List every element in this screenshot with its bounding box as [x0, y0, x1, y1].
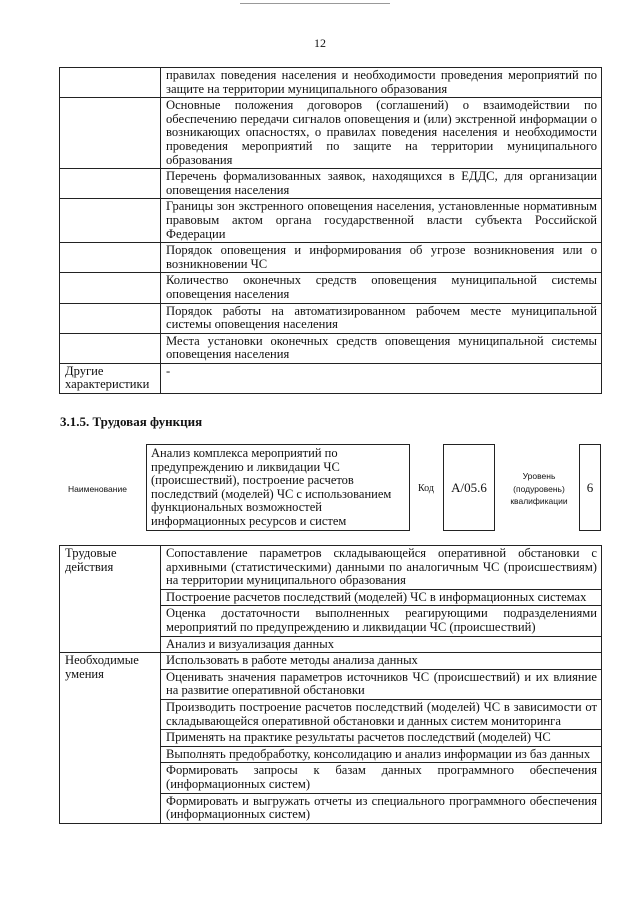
- table-row: [60, 98, 602, 169]
- knowledge-cell: Порядок работы на автоматизированном рабочем месте муниципальной системы оповещения населения: [161, 303, 602, 333]
- table-row: [60, 653, 602, 670]
- table-row: [60, 333, 602, 363]
- table-row: [60, 363, 602, 393]
- labor-action-item: Построение расчетов последствий (моделей) ЧС в информационных системах: [161, 589, 602, 606]
- label-cell: [60, 333, 161, 363]
- knowledge-cell: Перечень формализованных заявок, находящихся в ЕДДС, для организации оповещения населения: [161, 169, 602, 199]
- top-rule: [240, 3, 390, 4]
- skill-item: Формировать и выгружать отчеты из специального программного обеспечения (информационных систем): [161, 793, 602, 823]
- labor-actions-label: Трудовые действия: [60, 546, 161, 653]
- code-label: Код: [418, 483, 434, 494]
- label-cell: [60, 98, 161, 169]
- knowledge-cell: Границы зон экстренного оповещения населения, установленные нормативным правовым актом органа государственной власти субъекта Российской Федерации: [161, 199, 602, 243]
- knowledge-cell: Порядок оповещения и информирования об угрозе возникновения или о возникновении ЧС: [161, 243, 602, 273]
- knowledge-cell: Основные положения договоров (соглашений) о взаимодействии по обеспечению передачи сигналов оповещения и (или) экстренной информации о возникающих опасностях, о правилах поведения населения и необходимости проведения мероприятий по защите на территории муниципального образования: [161, 98, 602, 169]
- other-characteristics-value: -: [161, 363, 602, 393]
- knowledge-cell: Места установки оконечных средств оповещения муниципальной системы оповещения населения: [161, 333, 602, 363]
- skill-item: Производить построение расчетов последствий (моделей) ЧС в зависимости от складывающейся оперативной обстановки и данных систем мониторинга: [161, 699, 602, 729]
- page-number: 12: [314, 36, 326, 50]
- label-cell: [60, 199, 161, 243]
- label-cell: [60, 273, 161, 303]
- table-row: [60, 303, 602, 333]
- table-row: [60, 199, 602, 243]
- knowledge-cell: правилах поведения населения и необходимости проведения мероприятий по защите на территории муниципального образования: [161, 68, 602, 98]
- function-details-table: [59, 545, 602, 824]
- knowledge-cell: Количество оконечных средств оповещения муниципальной системы оповещения населения: [161, 273, 602, 303]
- table-row: [60, 273, 602, 303]
- qualification-level-label: Уровень (подуровень) квалификации: [510, 471, 568, 506]
- table-row: [60, 169, 602, 199]
- qualification-level-box: 6: [579, 444, 601, 531]
- label-cell: [60, 303, 161, 333]
- code-value-box: А/05.6: [443, 444, 495, 531]
- name-label: Наименование: [68, 484, 127, 494]
- skill-item: Применять на практике результаты расчетов последствий (моделей) ЧС: [161, 730, 602, 747]
- section-heading: 3.1.5. Трудовая функция: [60, 414, 203, 429]
- skill-item: Использовать в работе методы анализа данных: [161, 653, 602, 670]
- labor-action-item: Оценка достаточности выполненных реагирующими подразделениями мероприятий по предупреждению и ликвидации ЧС (происшествий): [161, 606, 602, 636]
- table-row: [60, 546, 602, 590]
- label-cell: [60, 68, 161, 98]
- other-characteristics-label: Другие характеристики: [60, 363, 161, 393]
- labor-action-item: Сопоставление параметров складывающейся оперативной обстановки с архивными (статистическими) данными по аналогичным ЧС (происшествиям) на территории муниципального образования: [161, 546, 602, 590]
- labor-action-item: Анализ и визуализация данных: [161, 636, 602, 653]
- function-name-box: Анализ комплекса мероприятий по предупреждению и ликвидации ЧС (происшествий), построение расчетов последствий (моделей) ЧС с использованием функциональных возможностей информационных ресурсов и систем: [146, 444, 410, 531]
- table-row: [60, 68, 602, 98]
- label-cell: [60, 169, 161, 199]
- skill-item: Оценивать значения параметров источников ЧС (происшествий) и их влияние на развитие оперативной обстановки: [161, 669, 602, 699]
- continuation-table: [59, 67, 602, 394]
- table-row: [60, 243, 602, 273]
- skill-item: Выполнять предобработку, консолидацию и анализ информации из баз данных: [161, 746, 602, 763]
- skill-item: Формировать запросы к базам данных программного обеспечения (информационных систем): [161, 763, 602, 793]
- label-cell: [60, 243, 161, 273]
- required-skills-label: Необходимые умения: [60, 653, 161, 824]
